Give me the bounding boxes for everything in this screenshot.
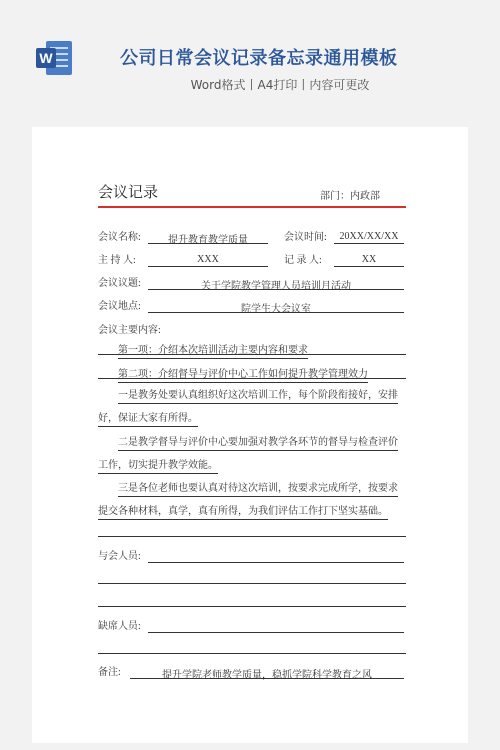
absent-label: 缺席人员:: [98, 621, 141, 632]
recorder-label: 记 录 人:: [284, 255, 322, 266]
remark-label: 备注:: [98, 667, 121, 678]
page-title: 公司日常会议记录备忘录通用模板: [120, 48, 398, 69]
doc-title: 会议记录: [98, 183, 159, 201]
header-rule: [98, 206, 406, 208]
agenda-item-2: 第二项：介绍督导与评价中心工作如何提升教学管理效力: [98, 363, 406, 386]
agenda-item-1: 第一项：介绍本次培训活动主要内容和要求: [98, 339, 406, 362]
agenda-line-1: [98, 353, 406, 355]
attendees-row: [98, 547, 406, 565]
agenda-line-2: [98, 377, 406, 379]
doc-header: [98, 181, 406, 209]
page-subtitle: Word格式丨A4打印丨内容可更改: [190, 78, 370, 92]
word-logo-icon: [34, 38, 74, 78]
recorder-field[interactable]: XX: [334, 254, 404, 267]
content-label: 会议主要内容:: [98, 325, 161, 336]
attendees-line-2: [98, 582, 406, 584]
remark-field[interactable]: 提升学院老师教学质量，稳抓学院科学教育之风: [130, 666, 404, 679]
meeting-time-label: 会议时间:: [284, 232, 327, 243]
host-field[interactable]: XXX: [148, 254, 268, 267]
svg-text:W: W: [39, 50, 53, 66]
absent-field[interactable]: [148, 620, 404, 633]
absent-row: [98, 617, 406, 635]
topic-field[interactable]: 关于学院教学管理人员培训月活动: [148, 277, 404, 290]
meeting-name-field[interactable]: 提升教育教学质量: [148, 231, 268, 244]
blank-line: [98, 535, 406, 537]
host-row: [98, 251, 406, 269]
attendees-label: 与会人员:: [98, 551, 141, 562]
place-row: [98, 297, 406, 315]
place-field[interactable]: 院学生大会议室: [148, 300, 404, 313]
attendees-line-3: [98, 605, 406, 607]
meeting-name-row: [98, 228, 406, 246]
absent-line-2: [98, 652, 406, 654]
department-label: 部门：内政部: [320, 191, 380, 202]
meeting-time-field[interactable]: 20XX/XX/XX: [334, 231, 404, 244]
meeting-name-label: 会议名称:: [98, 232, 141, 243]
topic-row: [98, 274, 406, 292]
paragraph-3: 三是各位老师也要认真对待这次培训，按要求完成所学，按要求提交各种材料，真学，真有所得，为我们评估工作打下坚实基础。: [98, 477, 406, 523]
place-label: 会议地点:: [98, 301, 141, 312]
paragraph-2: 二是教学督导与评价中心要加强对教学各环节的督导与检查评价工作，切实提升教学效能。: [98, 431, 406, 477]
paragraph-1: 一是教务处要认真组织好这次培训工作，每个阶段衔接好，安排好，保证大家有所得。: [98, 384, 406, 430]
header: [0, 0, 500, 110]
document-page: [32, 127, 468, 743]
remark-row: [98, 663, 406, 681]
topic-label: 会议议题:: [98, 278, 141, 289]
host-label: 主 持 人:: [98, 255, 136, 266]
attendees-field[interactable]: [148, 550, 404, 563]
